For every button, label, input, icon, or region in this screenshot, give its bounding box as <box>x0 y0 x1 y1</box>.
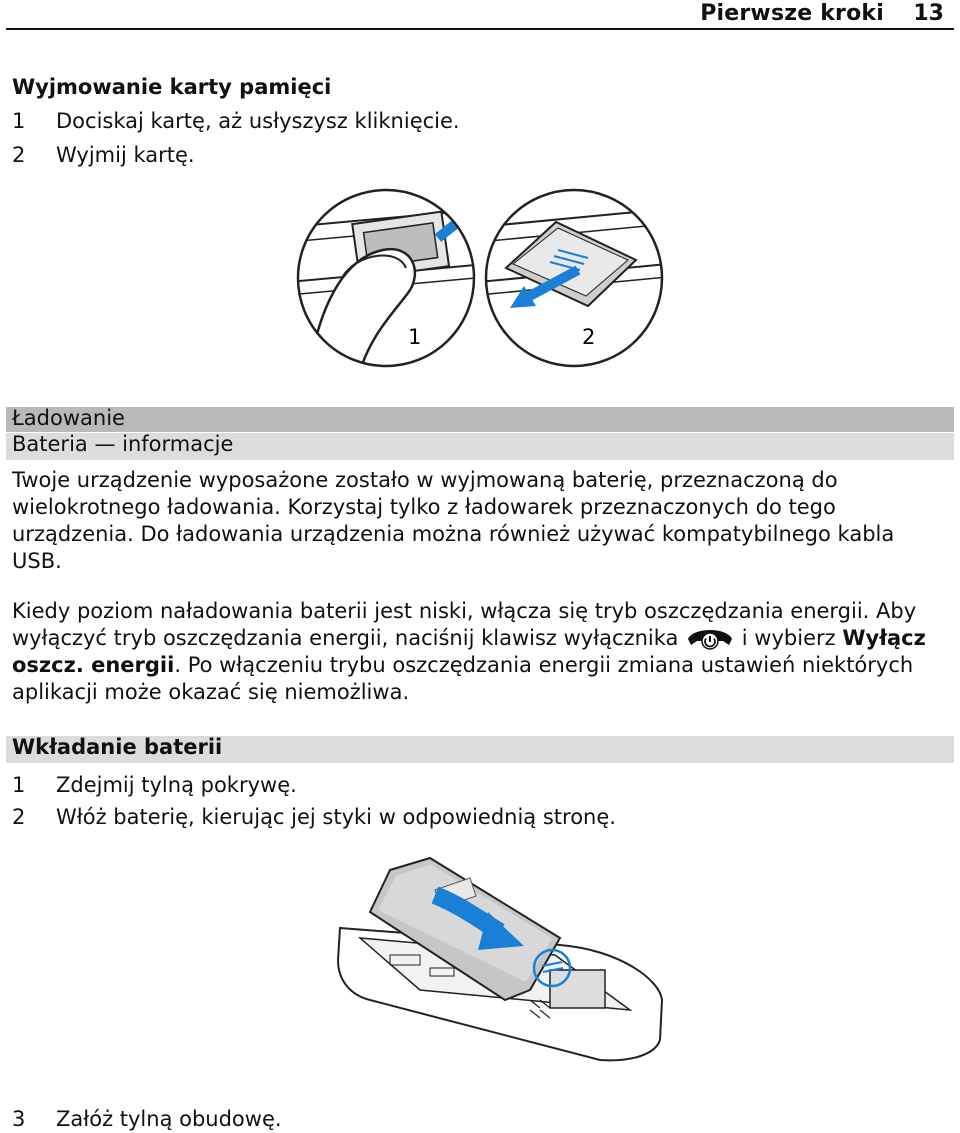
step-text: Dociskaj kartę, aż usłyszysz kliknięcie. <box>56 109 460 133</box>
text-span: i wybierz <box>741 626 836 650</box>
battery-info-paragraph <box>12 467 957 575</box>
battery-insert-heading: Wkładanie baterii <box>12 735 223 759</box>
paragraph-line: wielokrotnego ładowania. Korzystaj tylko z ładowarek przeznaczonych do tego <box>12 495 836 519</box>
figure-label-1: 1 <box>408 325 422 349</box>
step-number: 1 <box>12 773 26 797</box>
memory-card-removal-illustration <box>288 188 668 378</box>
battery-step-3 <box>12 1106 282 1133</box>
paragraph-line <box>12 625 957 652</box>
charging-heading: Ładowanie <box>12 406 125 430</box>
header-rule <box>6 28 954 30</box>
running-header-title: Pierwsze kroki <box>700 1 884 26</box>
memory-card-step-2 <box>12 142 195 169</box>
battery-step-2 <box>12 804 616 831</box>
paragraph-line: Twoje urządzenie wyposażone zostało w wyjmowaną baterię, przeznaczoną do <box>12 468 838 492</box>
text-span: . Po włączeniu trybu oszczędzania energii zmiana ustawień niektórych <box>174 653 914 677</box>
figure-label-2: 2 <box>582 325 596 349</box>
memory-card-heading: Wyjmowanie karty pamięci <box>12 75 332 99</box>
step-number: 2 <box>12 805 26 829</box>
step-text: Zdejmij tylną pokrywę. <box>56 773 297 797</box>
paragraph-line: USB. <box>12 549 62 573</box>
battery-info-subheading: Bateria — informacje <box>12 432 234 456</box>
step-text: Załóż tylną obudowę. <box>56 1107 282 1131</box>
step-text: Wyjmij kartę. <box>56 143 195 167</box>
paragraph-line: aplikacji może okazać się niemożliwa. <box>12 680 410 704</box>
power-saving-paragraph <box>12 598 957 706</box>
battery-insertion-illustration <box>330 850 680 1070</box>
text-span: wyłączyć tryb oszczędzania energii, naciśnij klawisz wyłącznika <box>12 626 679 650</box>
paragraph-line <box>12 652 957 679</box>
step-1-drawing <box>288 188 498 378</box>
step-number: 1 <box>12 109 26 133</box>
step-text: Włóż baterię, kierując jej styki w odpowiednią stronę. <box>56 805 616 829</box>
power-key-icon <box>685 625 735 651</box>
step-number: 2 <box>12 143 26 167</box>
paragraph-line: Kiedy poziom naładowania baterii jest niski, włącza się tryb oszczędzania energii. Aby <box>12 599 917 623</box>
menu-option-text: oszcz. energii <box>12 653 175 677</box>
step-number: 3 <box>12 1107 26 1131</box>
battery-step-1 <box>12 772 297 799</box>
section-bar <box>6 407 954 432</box>
page-number: 13 <box>913 1 944 26</box>
paragraph-line: urządzenia. Do ładowania urządzenia można również używać kompatybilnego kabla <box>12 522 895 546</box>
menu-option-text: Wyłącz <box>842 626 926 650</box>
memory-card-step-1 <box>12 108 460 135</box>
